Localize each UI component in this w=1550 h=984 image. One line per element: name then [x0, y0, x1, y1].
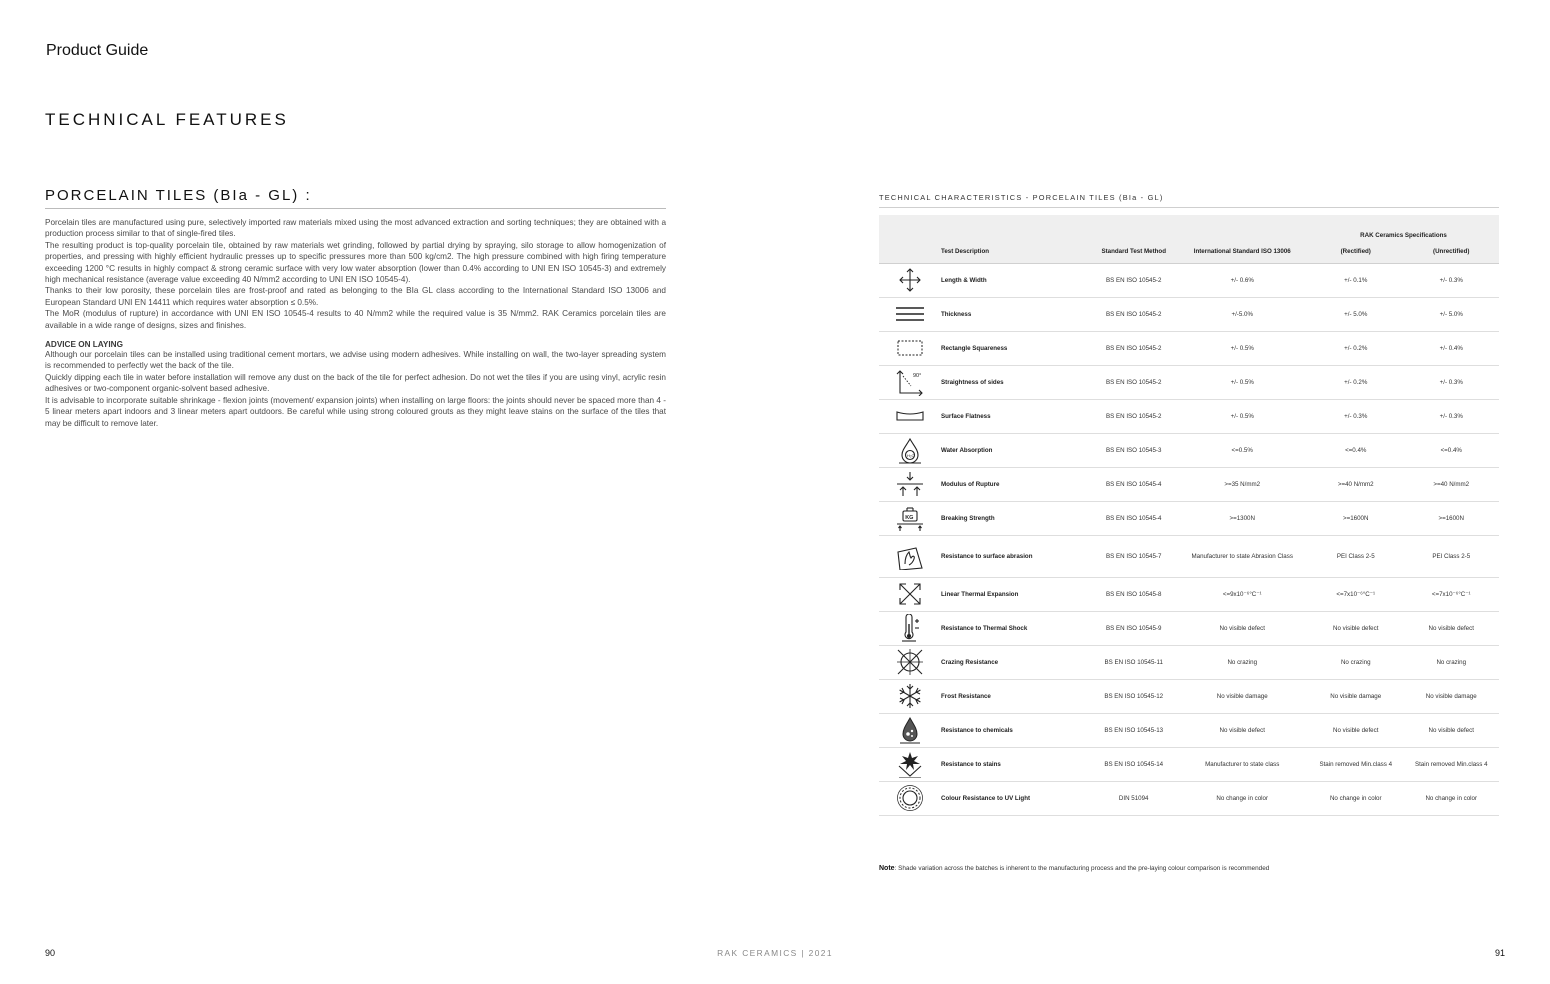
international-standard: >=1300N: [1176, 501, 1308, 535]
test-description: Linear Thermal Expansion: [941, 577, 1091, 611]
rectified-value: No visible damage: [1308, 679, 1403, 713]
svg-text:90°: 90°: [913, 373, 922, 379]
unrectified-value: +/- 0.3%: [1403, 399, 1499, 433]
thickness-lines-icon: [896, 300, 924, 328]
test-method: BS EN ISO 10545-14: [1091, 747, 1176, 781]
paragraph: Porcelain tiles are manufactured using pure, selectively imported raw materials mixed using the most advanced extraction and sorting techniques; they are obtained with a production process similar to that of single-fired tiles.: [45, 218, 666, 239]
crazing-icon: [896, 648, 924, 676]
advice-text: [45, 349, 666, 429]
header-rectified: (Rectified): [1308, 241, 1403, 263]
header-blank: [1176, 215, 1308, 241]
international-standard: +/- 0.5%: [1176, 365, 1308, 399]
section-title: TECHNICAL FEATURES: [45, 110, 289, 129]
guide-title: Product Guide: [46, 42, 149, 59]
international-standard: No crazing: [1176, 645, 1308, 679]
advice-title: ADVICE ON LAYING: [45, 340, 123, 350]
rupture-arrows-icon: [896, 470, 924, 498]
test-method: BS EN ISO 10545-7: [1091, 535, 1176, 577]
snowflake-icon: [896, 682, 924, 710]
icon-cell: [879, 611, 941, 645]
header-blank: [879, 215, 941, 241]
test-method: DIN 51094: [1091, 781, 1176, 815]
table-row: [879, 577, 1499, 611]
header-icon: [879, 241, 941, 263]
header-unrectified: (Unrectified): [1403, 241, 1499, 263]
page-number-left: 90: [45, 948, 56, 958]
unrectified-value: Stain removed Min.class 4: [1403, 747, 1499, 781]
test-method: BS EN ISO 10545-11: [1091, 645, 1176, 679]
rectified-value: No crazing: [1308, 645, 1403, 679]
test-description: Breaking Strength: [941, 501, 1091, 535]
paragraph: The resulting product is top-quality porcelain tile, obtained by raw materials wet grinding, followed by partial drying by spraying, silo storage to allow homogenization of properties, and pressing with highly efficient hydraulic presses up to specific pressures more than 500 kg/cm2. The high pressure combined with high firing temperature exceeding 1200 °C results in highly compact & strong ceramic surface with very low water absorption (lower than 0.4% according to UNI EN ISO 10545-3) and extremely high mechanical resistance (average value exceeding 40 N/mm2 according to UNI EN ISO 10545-4).: [45, 240, 666, 285]
international-standard: +/-5.0%: [1176, 297, 1308, 331]
unrectified-value: >=40 N/mm2: [1403, 467, 1499, 501]
chemical-drop-icon: [896, 716, 924, 744]
note-text: : Shade variation across the batches is inherent to the manufacturing process and the pre-laying colour comparison is recommended: [894, 865, 1270, 872]
paragraph: It is advisable to incorporate suitable shrinkage - flexion joints (movement/ expansion joints) when installing on large floors: the joints should never be spaced more than 4 - 5 linear meters apart indoors and 3 linear meters apart outdoors. Be careful while using strong coloured grouts as they might leave stains on the surface of the tiles that may be difficult to remove later.: [45, 395, 666, 428]
technical-table-body: [879, 263, 1499, 815]
international-standard: <=9x10⁻⁶°C⁻¹: [1176, 577, 1308, 611]
unrectified-value: +/- 5.0%: [1403, 297, 1499, 331]
rectified-value: Stain removed Min.class 4: [1308, 747, 1403, 781]
icon-cell: [879, 781, 941, 815]
test-description: Length & Width: [941, 263, 1091, 297]
table-row: [879, 297, 1499, 331]
international-standard: >=35 N/mm2: [1176, 467, 1308, 501]
icon-cell: [879, 747, 941, 781]
header-international: International Standard ISO 13006: [1176, 241, 1308, 263]
unrectified-value: +/- 0.4%: [1403, 331, 1499, 365]
unrectified-value: >=1600N: [1403, 501, 1499, 535]
technical-table-section: [879, 193, 1499, 816]
header-blank: [1091, 215, 1176, 241]
header-test-description: Test Description: [941, 241, 1091, 263]
svg-text:H₂O: H₂O: [907, 453, 915, 458]
table-row: [879, 713, 1499, 747]
unrectified-value: <=7x10⁻⁶°C⁻¹: [1403, 577, 1499, 611]
rectified-value: +/- 0.2%: [1308, 365, 1403, 399]
weight-kg-icon: [896, 504, 924, 532]
note: [879, 865, 1269, 872]
test-method: BS EN ISO 10545-9: [1091, 611, 1176, 645]
table-row: [879, 365, 1499, 399]
international-standard: No visible defect: [1176, 713, 1308, 747]
international-standard: Manufacturer to state Abrasion Class: [1176, 535, 1308, 577]
unrectified-value: No visible defect: [1403, 713, 1499, 747]
porcelain-title: PORCELAIN TILES (BIa - GL) :: [45, 187, 666, 209]
test-method: BS EN ISO 10545-2: [1091, 331, 1176, 365]
icon-cell: [879, 535, 941, 577]
footer-brand: RAK CERAMICS | 2021: [717, 948, 833, 958]
test-description: Colour Resistance to UV Light: [941, 781, 1091, 815]
test-method: BS EN ISO 10545-2: [1091, 365, 1176, 399]
rectified-value: +/- 0.2%: [1308, 331, 1403, 365]
unrectified-value: No crazing: [1403, 645, 1499, 679]
table-row: [879, 399, 1499, 433]
test-description: Surface Flatness: [941, 399, 1091, 433]
length-width-arrows-icon: [896, 266, 924, 294]
rectified-value: No visible defect: [1308, 611, 1403, 645]
table-row: [879, 679, 1499, 713]
table-row: [879, 611, 1499, 645]
paragraph: Quickly dipping each tile in water before installation will remove any dust on the back of the tile for perfect adhesion. Do not wet the tiles if you are using vinyl, acrylic resin adhesives or two-component organic-solvent based adhesive.: [45, 372, 666, 394]
svg-text:KG: KG: [905, 515, 914, 521]
table-row: [879, 331, 1499, 365]
icon-cell: [879, 501, 941, 535]
unrectified-value: No visible defect: [1403, 611, 1499, 645]
test-method: BS EN ISO 10545-4: [1091, 467, 1176, 501]
dashed-rectangle-icon: [896, 334, 924, 362]
international-standard: No visible damage: [1176, 679, 1308, 713]
test-description: Resistance to Thermal Shock: [941, 611, 1091, 645]
thermometer-icon: [896, 614, 924, 642]
rectified-value: +/- 0.3%: [1308, 399, 1403, 433]
unrectified-value: +/- 0.3%: [1403, 365, 1499, 399]
test-method: BS EN ISO 10545-8: [1091, 577, 1176, 611]
unrectified-value: <=0.4%: [1403, 433, 1499, 467]
test-method: BS EN ISO 10545-2: [1091, 297, 1176, 331]
test-method: BS EN ISO 10545-3: [1091, 433, 1176, 467]
icon-cell: [879, 365, 941, 399]
test-method: BS EN ISO 10545-4: [1091, 501, 1176, 535]
table-row: [879, 433, 1499, 467]
paragraph: The MoR (modulus of rupture) in accordance with UNI EN ISO 10545-4 results to 40 N/mm2 while the required value is 35 N/mm2. RAK Ceramics porcelain tiles are available in a wide range of designs, sizes and finishes.: [45, 309, 666, 330]
icon-cell: [879, 331, 941, 365]
porcelain-description: [45, 217, 666, 331]
unrectified-value: +/- 0.3%: [1403, 263, 1499, 297]
test-description: Resistance to stains: [941, 747, 1091, 781]
rectified-value: >=1600N: [1308, 501, 1403, 535]
test-description: Rectangle Squareness: [941, 331, 1091, 365]
paragraph: Although our porcelain tiles can be installed using traditional cement mortars, we advise using modern adhesives. While installing on wall, the two-layer spreading system is recommended to perfectly wet the back of the tile.: [45, 350, 666, 371]
unrectified-value: PEI Class 2-5: [1403, 535, 1499, 577]
header-blank: [941, 215, 1091, 241]
international-standard: +/- 0.5%: [1176, 331, 1308, 365]
international-standard: +/- 0.6%: [1176, 263, 1308, 297]
rectified-value: No change in color: [1308, 781, 1403, 815]
icon-cell: [879, 263, 941, 297]
icon-cell: [879, 577, 941, 611]
rectified-value: PEI Class 2-5: [1308, 535, 1403, 577]
test-description: Crazing Resistance: [941, 645, 1091, 679]
unrectified-value: No change in color: [1403, 781, 1499, 815]
right-angle-icon: [896, 368, 924, 396]
table-row: [879, 501, 1499, 535]
international-standard: +/- 0.5%: [1176, 399, 1308, 433]
table-row: [879, 747, 1499, 781]
stain-icon: [896, 750, 924, 778]
curved-surface-icon: [896, 402, 924, 430]
rectified-value: >=40 N/mm2: [1308, 467, 1403, 501]
paragraph: Thanks to their low porosity, these porcelain tiles are frost-proof and rated as belonging to the BIa GL class according to the International Standard ISO 13006 and European Standard UNI EN 14411 which requires water absorption ≤ 0.5%.: [45, 286, 666, 307]
test-description: Straightness of sides: [941, 365, 1091, 399]
international-standard: <=0.5%: [1176, 433, 1308, 467]
icon-cell: [879, 467, 941, 501]
note-label: Note: [879, 865, 895, 872]
page-number-right: 91: [1494, 948, 1505, 958]
header-rak-specs: RAK Ceramics Specifications: [1308, 215, 1499, 241]
international-standard: No visible defect: [1176, 611, 1308, 645]
table-row: [879, 263, 1499, 297]
rectified-value: <=7x10⁻⁶°C⁻¹: [1308, 577, 1403, 611]
test-description: Thickness: [941, 297, 1091, 331]
icon-cell: [879, 645, 941, 679]
rectified-value: <=0.4%: [1308, 433, 1403, 467]
test-method: BS EN ISO 10545-13: [1091, 713, 1176, 747]
icon-cell: [879, 297, 941, 331]
table-row: [879, 781, 1499, 815]
table-row: [879, 645, 1499, 679]
international-standard: Manufacturer to state class: [1176, 747, 1308, 781]
technical-table: [879, 215, 1499, 816]
abrasion-hand-icon: [896, 542, 924, 570]
test-description: Resistance to chemicals: [941, 713, 1091, 747]
test-method: BS EN ISO 10545-2: [1091, 399, 1176, 433]
test-description: Resistance to surface abrasion: [941, 535, 1091, 577]
sun-uv-icon: [896, 784, 924, 812]
test-method: BS EN ISO 10545-2: [1091, 263, 1176, 297]
icon-cell: [879, 399, 941, 433]
rectified-value: No visible defect: [1308, 713, 1403, 747]
test-description: Modulus of Rupture: [941, 467, 1091, 501]
water-drop-icon: [896, 436, 924, 464]
rectified-value: +/- 5.0%: [1308, 297, 1403, 331]
table-row: [879, 535, 1499, 577]
porcelain-section: [45, 187, 666, 429]
icon-cell: [879, 679, 941, 713]
test-method: BS EN ISO 10545-12: [1091, 679, 1176, 713]
table-row: [879, 467, 1499, 501]
rectified-value: +/- 0.1%: [1308, 263, 1403, 297]
unrectified-value: No visible damage: [1403, 679, 1499, 713]
header-test-method: Standard Test Method: [1091, 241, 1176, 263]
international-standard: No change in color: [1176, 781, 1308, 815]
expansion-arrows-icon: [896, 580, 924, 608]
test-description: Frost Resistance: [941, 679, 1091, 713]
table-caption: TECHNICAL CHARACTERISTICS - PORCELAIN TILES (BIa - GL): [879, 193, 1499, 208]
test-description: Water Absorption: [941, 433, 1091, 467]
icon-cell: [879, 713, 941, 747]
icon-cell: [879, 433, 941, 467]
